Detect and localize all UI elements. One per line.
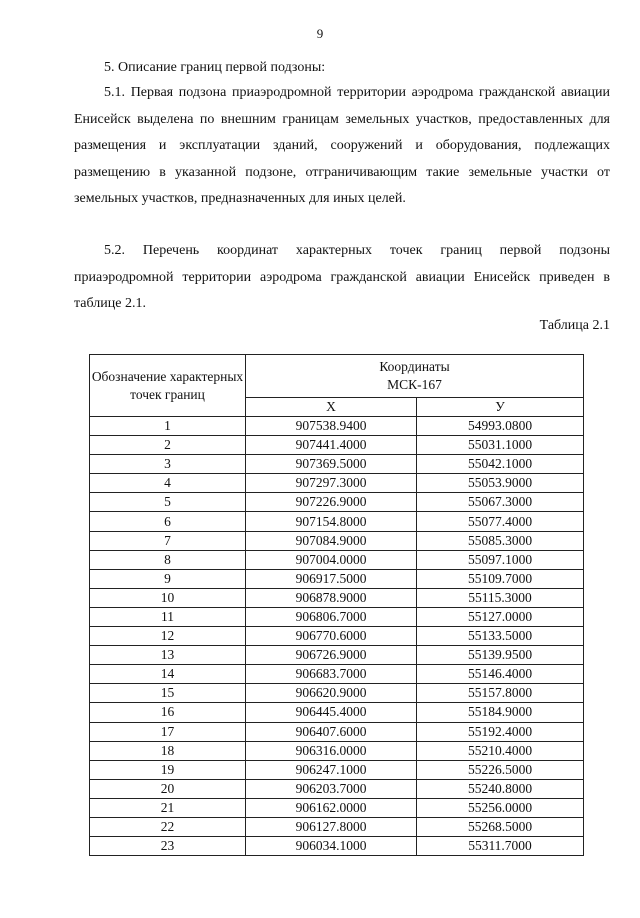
- y-coordinate-cell: 55077.4000: [417, 512, 584, 531]
- point-number-cell: 16: [90, 703, 246, 722]
- y-coordinate-cell: 55042.1000: [417, 455, 584, 474]
- table-row: [90, 665, 584, 684]
- x-coordinate-cell: 906917.5000: [246, 569, 417, 588]
- point-number-cell: 7: [90, 531, 246, 550]
- x-coordinate-cell: 906203.7000: [246, 779, 417, 798]
- point-number-cell: 12: [90, 627, 246, 646]
- x-coordinate-cell: 906770.6000: [246, 627, 417, 646]
- paragraph-5-2: 5.2. Перечень координат характерных точек границ первой подзоны приаэродромной территории аэродрома гражданской авиации Енисейск приведен в таблице 2.1.: [74, 243, 610, 312]
- table-row: [90, 512, 584, 531]
- y-coordinate-cell: 55184.9000: [417, 703, 584, 722]
- x-coordinate-cell: 906247.1000: [246, 760, 417, 779]
- table-row: [90, 531, 584, 550]
- header-y: У: [417, 398, 584, 417]
- table-row: [90, 798, 584, 817]
- point-number-cell: 15: [90, 684, 246, 703]
- x-coordinate-cell: 906127.8000: [246, 817, 417, 836]
- y-coordinate-cell: 55157.8000: [417, 684, 584, 703]
- point-number-cell: 14: [90, 665, 246, 684]
- point-number-cell: 1: [90, 417, 246, 436]
- header-coordinates: [246, 355, 584, 398]
- y-coordinate-cell: 55031.1000: [417, 436, 584, 455]
- point-number-cell: 18: [90, 741, 246, 760]
- table-caption: Таблица 2.1: [539, 318, 610, 333]
- section-heading: 5. Описание границ первой подзоны:: [104, 60, 326, 75]
- x-coordinate-cell: 906683.7000: [246, 665, 417, 684]
- x-coordinate-cell: 907538.9400: [246, 417, 417, 436]
- point-number-cell: 4: [90, 474, 246, 493]
- y-coordinate-cell: 55256.0000: [417, 798, 584, 817]
- coordinates-table: [89, 354, 584, 856]
- y-coordinate-cell: 55268.5000: [417, 817, 584, 836]
- table-row: [90, 493, 584, 512]
- table-body: [90, 417, 584, 856]
- table-row: [90, 817, 584, 836]
- point-number-cell: 9: [90, 569, 246, 588]
- point-number-cell: 13: [90, 646, 246, 665]
- y-coordinate-cell: 55115.3000: [417, 588, 584, 607]
- table-row: [90, 474, 584, 493]
- paragraph-5-1: 5.1. Первая подзона приаэродромной территории аэродрома гражданской авиации Енисейск выделена по внешним границам земельных участков, предоставленных для размещения и эксплуатации зданий, сооружений и оборудования, подлежащих размещению в указанной подзоне, отграничивающим такие земельные участки от земельных участков, предназначенных для иных целей.: [74, 85, 610, 207]
- table-row: [90, 760, 584, 779]
- table-row: [90, 588, 584, 607]
- point-number-cell: 22: [90, 817, 246, 836]
- y-coordinate-cell: 55109.7000: [417, 569, 584, 588]
- table-row: [90, 837, 584, 856]
- table-row: [90, 646, 584, 665]
- page-number: 9: [316, 26, 324, 41]
- y-coordinate-cell: 55067.3000: [417, 493, 584, 512]
- table-row: [90, 703, 584, 722]
- x-coordinate-cell: 906878.9000: [246, 588, 417, 607]
- x-coordinate-cell: 907297.3000: [246, 474, 417, 493]
- y-coordinate-cell: 55192.4000: [417, 722, 584, 741]
- x-coordinate-cell: 907441.4000: [246, 436, 417, 455]
- point-number-cell: 19: [90, 760, 246, 779]
- point-number-cell: 2: [90, 436, 246, 455]
- header-points: [90, 355, 246, 417]
- y-coordinate-cell: 55097.1000: [417, 550, 584, 569]
- header-coordinate-system: МСК-167: [387, 377, 442, 392]
- table-row: [90, 455, 584, 474]
- header-points-label: Обозначение характерных точек границ: [91, 368, 244, 402]
- y-coordinate-cell: 55139.9500: [417, 646, 584, 665]
- y-coordinate-cell: 55133.5000: [417, 627, 584, 646]
- point-number-cell: 11: [90, 607, 246, 626]
- y-coordinate-cell: 55085.3000: [417, 531, 584, 550]
- point-number-cell: 8: [90, 550, 246, 569]
- x-coordinate-cell: 906316.0000: [246, 741, 417, 760]
- y-coordinate-cell: 55210.4000: [417, 741, 584, 760]
- y-coordinate-cell: 55311.7000: [417, 837, 584, 856]
- point-number-cell: 20: [90, 779, 246, 798]
- point-number-cell: 6: [90, 512, 246, 531]
- x-coordinate-cell: 907084.9000: [246, 531, 417, 550]
- y-coordinate-cell: 55053.9000: [417, 474, 584, 493]
- x-coordinate-cell: 906407.6000: [246, 722, 417, 741]
- x-coordinate-cell: 906620.9000: [246, 684, 417, 703]
- point-number-cell: 10: [90, 588, 246, 607]
- y-coordinate-cell: 55127.0000: [417, 607, 584, 626]
- x-coordinate-cell: 907004.0000: [246, 550, 417, 569]
- point-number-cell: 21: [90, 798, 246, 817]
- x-coordinate-cell: 906034.1000: [246, 837, 417, 856]
- table-row: [90, 627, 584, 646]
- header-x: Х: [246, 398, 417, 417]
- table-row: [90, 417, 584, 436]
- point-number-cell: 3: [90, 455, 246, 474]
- table-row: [90, 741, 584, 760]
- x-coordinate-cell: 906726.9000: [246, 646, 417, 665]
- x-coordinate-cell: 906445.4000: [246, 703, 417, 722]
- y-coordinate-cell: 55240.8000: [417, 779, 584, 798]
- x-coordinate-cell: 907226.9000: [246, 493, 417, 512]
- table-row: [90, 684, 584, 703]
- table-row: [90, 722, 584, 741]
- point-number-cell: 17: [90, 722, 246, 741]
- table-row: [90, 550, 584, 569]
- point-number-cell: 23: [90, 837, 246, 856]
- y-coordinate-cell: 55146.4000: [417, 665, 584, 684]
- table-row: [90, 607, 584, 626]
- y-coordinate-cell: 55226.5000: [417, 760, 584, 779]
- x-coordinate-cell: 907369.5000: [246, 455, 417, 474]
- x-coordinate-cell: 906806.7000: [246, 607, 417, 626]
- table-row: [90, 569, 584, 588]
- header-coordinates-title: Координаты: [379, 359, 450, 374]
- point-number-cell: 5: [90, 493, 246, 512]
- table-row: [90, 779, 584, 798]
- table-row: [90, 436, 584, 455]
- y-coordinate-cell: 54993.0800: [417, 417, 584, 436]
- x-coordinate-cell: 906162.0000: [246, 798, 417, 817]
- x-coordinate-cell: 907154.8000: [246, 512, 417, 531]
